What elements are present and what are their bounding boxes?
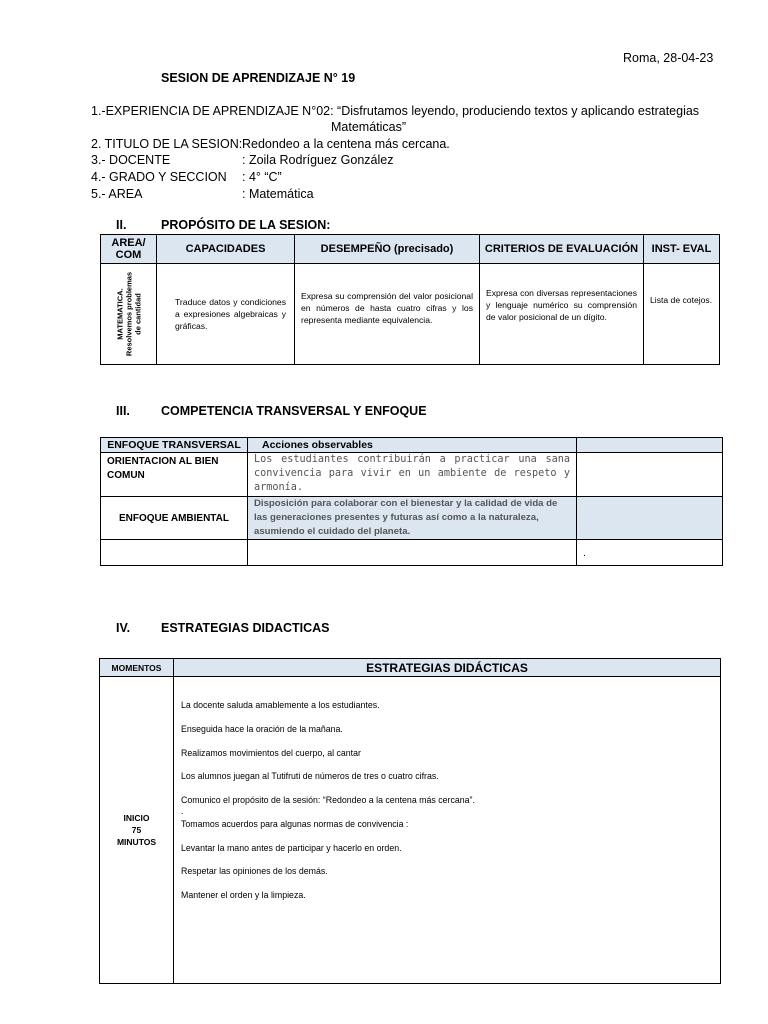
enfoque-row xyxy=(101,540,723,566)
momento-line-2: 75 xyxy=(131,825,142,835)
enfoque-name-cell xyxy=(101,540,248,566)
momento-line-3: MINUTOS xyxy=(116,837,157,847)
acciones-cell xyxy=(248,540,577,566)
field-label-docente: 3.- DOCENTE xyxy=(91,153,171,167)
section-title-estrategias: ESTRATEGIAS DIDACTICAS xyxy=(161,621,330,635)
extra-cell xyxy=(577,453,723,497)
experiencia-line-1: 1.-EXPERIENCIA DE APRENDIZAJE N°02: “Disfrutamos leyendo, produciendo textos y aplicando estrategias xyxy=(91,104,700,118)
instrumento-cell: Lista de cotejos. xyxy=(650,295,713,305)
momento-cell xyxy=(100,677,174,984)
enfoque-header-row xyxy=(101,438,723,453)
col-header-area: AREA/ COM xyxy=(101,235,157,264)
strategy-line: La docente saluda amablemente a los estudiantes. xyxy=(181,700,380,710)
section-number-proposito: II. xyxy=(116,218,127,232)
section-number-competencia: III. xyxy=(116,404,130,418)
desempeno-cell: Expresa su comprensión del valor posicional en números de hasta cuatro cifras y los representa mediante equivalencia. xyxy=(301,291,473,325)
field-value-area: : Matemática xyxy=(242,187,314,201)
experiencia-line-2: Matemáticas” xyxy=(331,120,407,134)
area-cell xyxy=(101,264,157,365)
strategy-line: Realizamos movimientos del cuerpo, al cantar xyxy=(181,748,361,758)
field-value-docente: : Zoila Rodríguez González xyxy=(242,153,394,167)
col-header-capacidades: CAPACIDADES xyxy=(157,235,295,264)
strategy-line: Respetar las opiniones de los demás. xyxy=(181,866,328,876)
proposito-table xyxy=(100,234,720,365)
criterios-cell: Expresa con diversas representaciones y lenguaje numérico su comprensión de valor posicional de un dígito. xyxy=(486,288,637,322)
strategy-line: Tomamos acuerdos para algunas normas de convivencia : xyxy=(181,819,409,829)
enfoque-name-cell: ORIENTACION AL BIEN COMUN xyxy=(101,453,248,497)
proposito-header-row xyxy=(101,235,720,264)
enfoque-name-cell: ENFOQUE AMBIENTAL xyxy=(101,497,248,540)
estrategias-content-cell xyxy=(174,677,721,984)
strategy-line: Comunico el propósito de la sesión: “Redondeo a la centena más cercana”. xyxy=(181,795,475,805)
field-label-grado: 4.- GRADO Y SECCION xyxy=(91,170,227,184)
strategy-line: Levantar la mano antes de participar y hacerlo en orden. xyxy=(181,843,402,853)
momento-line-1: INICIO xyxy=(123,813,150,823)
extra-cell xyxy=(577,497,723,540)
col-header-extra xyxy=(577,438,723,453)
area-line-2: Resolvemos problemas xyxy=(124,271,133,357)
strategy-line: Los alumnos juegan al Tutifruti de números de tres o cuatro cifras. xyxy=(181,771,439,781)
col-header-desempeno: DESEMPEÑO (precisado) xyxy=(295,235,480,264)
field-value-titulo: Redondeo a la centena más cercana. xyxy=(242,137,450,151)
capacidades-cell: Traduce datos y condiciones a expresiones algebraicas y gráficas. xyxy=(175,297,286,331)
field-value-grado: : 4° “C” xyxy=(242,170,282,184)
strategy-line: Enseguida hace la oración de la mañana. xyxy=(181,724,343,734)
field-label-area: 5.- AREA xyxy=(91,187,143,201)
strategy-line: . xyxy=(181,806,184,816)
acciones-cell: Los estudiantes contribuirán a practicar una sana convivencia para vivir en un ambiente de respeto y armonía. xyxy=(248,453,577,497)
acciones-cell: Disposición para colaborar con el bienestar y la calidad de vida de las generaciones presentes y futuras así como a la naturaleza, asumiendo el cuidado del planeta. xyxy=(248,497,577,540)
strategy-line: Mantener el orden y la limpieza. xyxy=(181,890,306,900)
extra-cell: . xyxy=(577,540,723,566)
col-header-enfoque: ENFOQUE TRANSVERSAL xyxy=(101,438,248,453)
area-line-1: MATEMATICA. xyxy=(115,288,124,340)
section-title-competencia: COMPETENCIA TRANSVERSAL Y ENFOQUE xyxy=(161,404,427,418)
field-label-titulo: 2. TITULO DE LA SESION: xyxy=(91,137,243,151)
col-header-momentos: MOMENTOS xyxy=(100,659,174,677)
col-header-instrumento: INST- EVAL xyxy=(644,235,720,264)
col-header-acciones: Acciones observables xyxy=(248,438,577,453)
proposito-data-row xyxy=(101,264,720,365)
estrategias-row-inicio xyxy=(100,677,721,984)
estrategias-header-row xyxy=(100,659,721,677)
enfoque-table xyxy=(100,437,723,566)
col-header-criterios: CRITERIOS DE EVALUACIÓN xyxy=(480,235,644,264)
session-title: SESION DE APRENDIZAJE N° 19 xyxy=(161,71,356,85)
area-line-3: de cantidad xyxy=(133,293,142,335)
section-number-estrategias: IV. xyxy=(116,621,131,635)
date-text: Roma, 28-04-23 xyxy=(623,51,714,65)
section-title-proposito: PROPÓSITO DE LA SESION: xyxy=(161,218,331,232)
col-header-estrategias: ESTRATEGIAS DIDÁCTICAS xyxy=(174,659,721,677)
enfoque-row xyxy=(101,453,723,497)
enfoque-row xyxy=(101,497,723,540)
